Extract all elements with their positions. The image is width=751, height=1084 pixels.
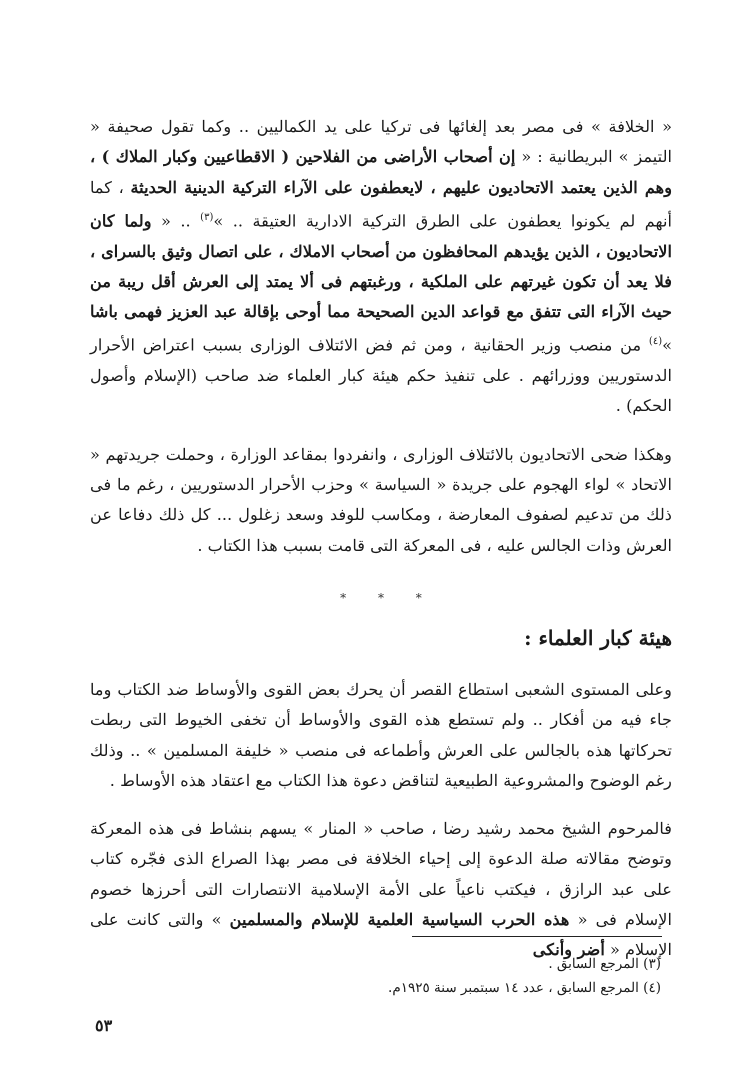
page-number: ٥٣: [95, 1016, 113, 1035]
text-run: » والتى كانت على الإسلام «: [90, 910, 672, 960]
page-body: [90, 112, 672, 966]
text-run: »: [662, 335, 672, 355]
bold-quote: إن أصحاب الأراضى من الفلاحين ( الاقطاعيين وكبار الملاك ) ، وهم الذين يعتمد الاتحاديون عليهم ، لايعطفون على الآراء التركية الدينية الحديثة: [90, 147, 673, 197]
footnote-3: (٣) المرجع السابق .: [548, 956, 661, 972]
paragraph-3: وعلى المستوى الشعبى استطاع القصر أن يحرك بعض القوى والأوساط ضد الكتاب وما جاء فيه من أفكار .. ولم تستطع هذه القوى والأوساط أن تخفى الخيوط التى ربطت تحركاتها هذه بالجالس على العرش وأطماعه فى منصب « خليفة المسلمين » .. وذلك رغم الوضوح والمشروعية الطبيعية لتناقض دعوة هذا الكتاب مع اعتقاد هذه الأوساط .: [90, 679, 672, 790]
paragraph-4: [90, 814, 672, 965]
bold-quote: أضر وأنكى: [532, 940, 605, 960]
footnote-ref-3[interactable]: (٣): [200, 211, 214, 223]
footnote-ref-4[interactable]: (٤): [648, 336, 663, 348]
text-run: من منصب وزير الحقانية ، ومن ثم فض الائتلاف الوزارى بسبب اعتراض الأحرار الدستوريين ووزرائهم . على تنفيذ حكم هيئة كبار العلماء ضد صاحب (الإسلام وأصول الحكم) .: [90, 335, 672, 416]
section-separator: * * *: [340, 590, 436, 605]
footnote-divider: [412, 936, 662, 937]
footnote-4: (٤) المرجع السابق ، عدد ١٤ سبتمبر سنة ١٩٢٥م.: [388, 980, 661, 996]
paragraph-2: وهكذا ضحى الاتحاديون بالائتلاف الوزارى ، وانفردوا بمقاعد الوزارة ، وحملت جريدتهم « الاتحاد » لواء الهجوم على جريدة « السياسة » وحزب الأحرار الدستوريين ، رغم ما فى ذلك من تدعيم لصفوف المعارضة ، ومكاسب للوفد وسعد زغلول ... كل ذلك دفاعا عن العرش وذات الجالس عليه ، فى المعركة التى قامت بسبب هذا الكتاب .: [90, 444, 672, 555]
text-run: ، كما أنهم لم يكونوا يعطفون على الطرق التركية الادارية العتيقة .. »: [90, 177, 672, 231]
text-run: « الخلافة » فى مصر بعد إلغائها فى تركيا على يد الكماليين .. وكما تقول صحيفة « التيمز » البريطانية : «: [90, 117, 672, 167]
text-run: .. «: [151, 211, 201, 231]
bold-quote: ولما كان الاتحاديون ، الذين يؤيدهم المحافظون من أصحاب الاملاك ، على اتصال وثيق بالسراى ، فلا يعد أن تكون غيرتهم على الملكية ، ورغبتهم فى ألا يمتد إلى العرش أقل ريبة من حيث الآراء التى تتفق مع قواعد الدين الصحيحة مما أوحى بإقالة عبد العزيز فهمى باشا: [90, 211, 672, 322]
section-heading: هيئة كبار العلماء :: [524, 625, 672, 650]
paragraph-1: [90, 112, 672, 422]
bold-quote: هذه الحرب السياسية العلمية للإسلام والمسلمين: [229, 910, 570, 930]
text-run: فالمرحوم الشيخ محمد رشيد رضا ، صاحب « المنار » يسهم بنشاط فى هذه المعركة وتوضح مقالاته صلة الدعوة إلى إحياء الخلافة فى مصر بهذا الصراع الذى فجّره كتاب على عبد الرازق ، فيكتب ناعياً على الأمة الإسلامية الانتصارات التى أحرزها خصوم الإسلام فى «: [90, 819, 672, 930]
footnotes: [388, 952, 661, 1000]
